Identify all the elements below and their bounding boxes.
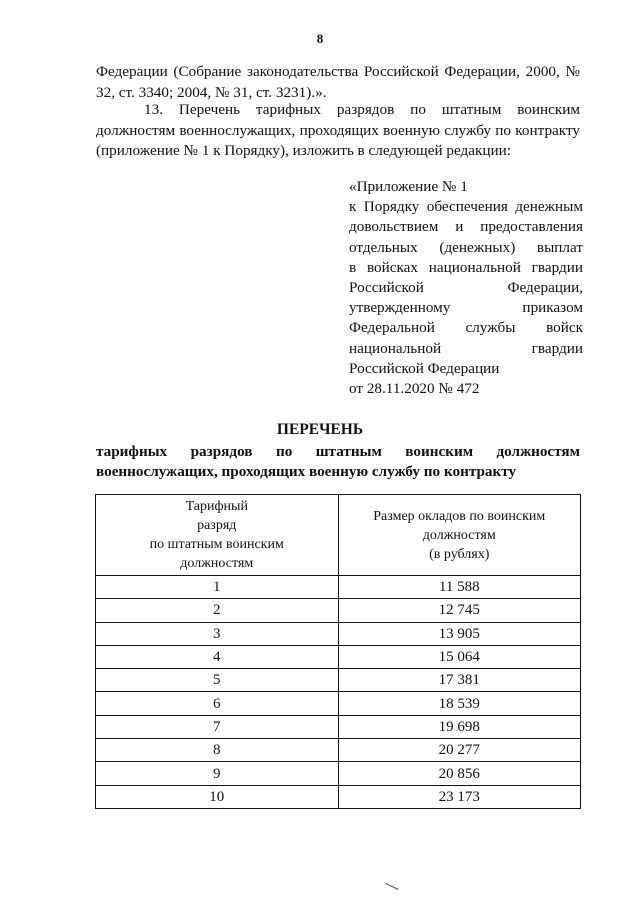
appendix-line: от 28.11.2020 № 472 — [349, 380, 480, 398]
header-text: (в рублях) — [429, 546, 490, 562]
header-text: Размер окладов по воинским — [373, 508, 546, 524]
paragraph-citation: Федерации (Собрание законодательства Российской Федерации, 2000, № 32, ст. 3340; 2004, № 31, ст. 3231).». — [96, 63, 580, 101]
appendix-line: к Порядку обеспечения денежным — [349, 198, 583, 216]
header-text: разряд — [197, 518, 237, 533]
cell-grade: 1 — [96, 576, 339, 599]
cell-salary: 20 277 — [338, 739, 581, 762]
header-text: по штатным воинским — [149, 537, 284, 552]
table-row — [96, 622, 581, 645]
cell-salary: 20 856 — [338, 762, 581, 785]
cell-grade: 8 — [96, 739, 339, 762]
table-row — [96, 599, 581, 622]
document-subtitle — [96, 442, 580, 481]
header-salary — [338, 495, 581, 576]
cell-grade: 9 — [96, 762, 339, 785]
table-row — [96, 692, 581, 715]
cell-grade: 7 — [96, 715, 339, 738]
subtitle-line: тарифных разрядов по штатным воинским должностям — [96, 443, 580, 460]
appendix-line: отдельных (денежных) выплат — [349, 238, 583, 256]
appendix-line: Российской Федерации, — [349, 279, 583, 297]
cell-grade: 10 — [96, 785, 339, 808]
appendix-line: Федеральной службы войск — [349, 319, 583, 337]
header-text: должностям — [180, 556, 254, 571]
cell-salary: 15 064 — [338, 645, 581, 668]
cell-grade: 3 — [96, 622, 339, 645]
paragraph-item-13: 13. Перечень тарифных разрядов по штатным воинским должностям военнослужащих, проходящих военную службу по контракту (приложение № 1 к Порядку), изложить в следующей редакции: — [96, 101, 580, 159]
scan-mark — [385, 883, 398, 890]
cell-grade: 6 — [96, 692, 339, 715]
header-text: Тарифный — [185, 499, 248, 514]
table-header-row — [96, 495, 581, 576]
table-row — [96, 739, 581, 762]
cell-grade: 2 — [96, 599, 339, 622]
cell-salary: 11 588 — [338, 576, 581, 599]
table-row — [96, 785, 581, 808]
appendix-line: Российской Федерации — [349, 359, 500, 377]
tariff-table — [95, 494, 581, 809]
cell-salary: 17 381 — [338, 669, 581, 692]
cell-salary: 18 539 — [338, 692, 581, 715]
cell-salary: 13 905 — [338, 622, 581, 645]
subtitle-line: военнослужащих, проходящих военную службу по контракту — [96, 462, 517, 480]
cell-salary: 23 173 — [338, 785, 581, 808]
appendix-line: довольствием и предоставления — [349, 218, 583, 236]
appendix-header — [349, 177, 583, 399]
table-row — [96, 576, 581, 599]
appendix-line: «Приложение № 1 — [349, 178, 468, 195]
table-row — [96, 645, 581, 668]
table-row — [96, 669, 581, 692]
cell-grade: 4 — [96, 645, 339, 668]
page-number: 8 — [316, 31, 324, 46]
appendix-line: утвержденному приказом — [349, 299, 583, 317]
appendix-line: национальной гвардии — [349, 339, 583, 357]
appendix-line: в войсках национальной гвардии — [349, 258, 583, 276]
cell-salary: 12 745 — [338, 599, 581, 622]
document-title: ПЕРЕЧЕНЬ — [276, 421, 364, 438]
cell-salary: 19 698 — [338, 715, 581, 738]
table-row — [96, 715, 581, 738]
header-text: должностям — [422, 527, 496, 543]
header-tariff-grade — [96, 495, 339, 576]
table-row — [96, 762, 581, 785]
cell-grade: 5 — [96, 669, 339, 692]
